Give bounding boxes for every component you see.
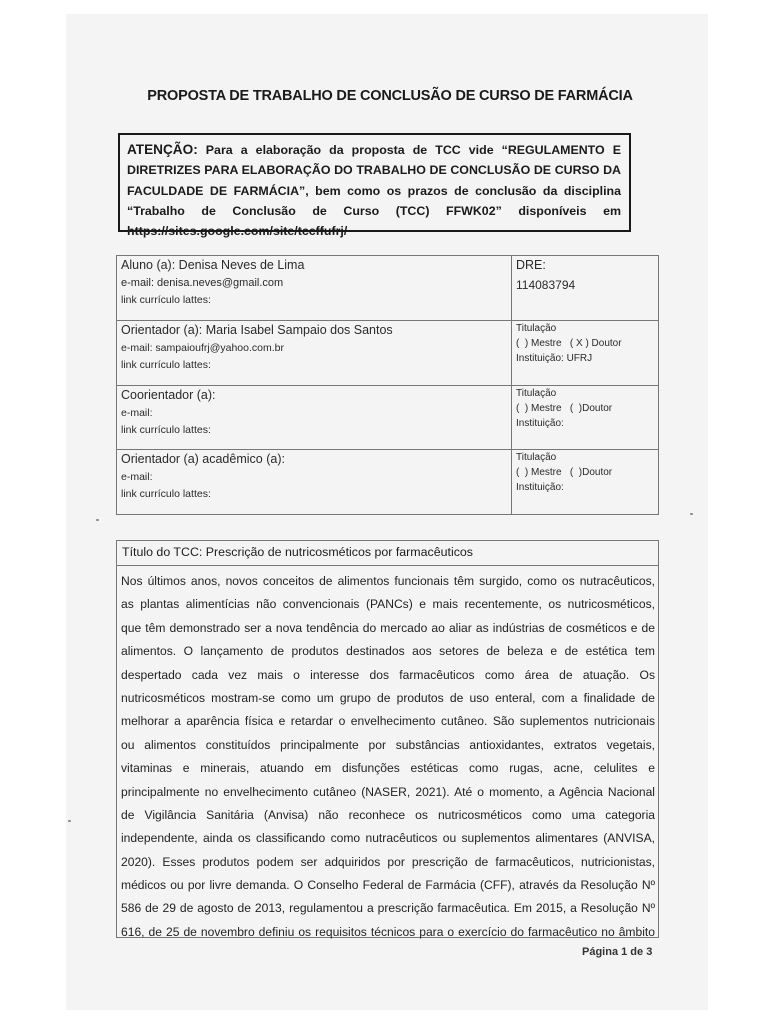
academic-advisor-email: e-mail:: [121, 471, 153, 484]
institution-label: Instituição:: [516, 417, 564, 429]
abstract-line: 586 de 29 de agosto de 2013, regulamentou a prescrição farmacêutica. Em 2015, a Resolução Nº: [121, 901, 655, 916]
warning-box: [118, 133, 631, 239]
warning-line: [127, 140, 621, 160]
tcc-title: Título do TCC: Prescrição de nutricosméticos por farmacêuticos: [117, 541, 658, 566]
document-title: PROPOSTA DE TRABALHO DE CONCLUSÃO DE CURSO DE FARMÁCIA: [147, 88, 633, 104]
abstract-line: despertado cada vez mais o interesse dos farmacêuticos como área de atuação. Os: [121, 667, 655, 682]
coadvisor-lattes: link currículo lattes:: [121, 423, 211, 436]
abstract-line: melhorar a aparência física e retardar o envelhecimento cutâneo. São suplementos nutricionais: [121, 714, 655, 729]
advisor-degree-cell: [512, 320, 659, 385]
academic-advisor-name: Orientador (a) acadêmico (a):: [121, 452, 285, 467]
warning-line: FACULDADE DE FARMÁCIA”, bem como os prazos de conclusão da disciplina: [127, 183, 621, 198]
people-table: [116, 255, 659, 515]
degree-checkboxes: ( ) Mestre ( )Doutor: [516, 402, 613, 414]
degree-checkboxes: ( ) Mestre ( X ) Doutor: [516, 337, 622, 349]
student-lattes: link currículo lattes:: [121, 294, 211, 306]
warning-line: “Trabalho de Conclusão de Curso (TCC) FFWK02” disponíveis em: [127, 203, 621, 218]
academic-advisor-row: [117, 450, 659, 515]
advisor-email: e-mail: sampaioufrj@yahoo.com.br: [121, 341, 284, 354]
academic-advisor-lattes: link currículo lattes:: [121, 488, 211, 501]
institution-label: Instituição: UFRJ: [516, 352, 593, 364]
abstract-line: que têm demonstrado ser a nova tendência do mercado ao aliar as indústrias de cosméticos e de: [121, 620, 655, 635]
coadvisor-cell: [117, 385, 512, 450]
advisor-name: Orientador (a): Maria Isabel Sampaio dos Santos: [121, 322, 393, 337]
abstract-line: principalmente no envelhecimento cutâneo (NASER, 2021). Até o momento, a Agência Nacional: [121, 784, 655, 799]
abstract-line: ou alimentos constituídos principalmente por substâncias antioxidantes, extratos vegetais,: [121, 737, 655, 752]
coadvisor-degree-cell: [512, 385, 659, 450]
abstract-line: 616, de 25 de novembro definiu os requisitos técnicos para o exercício do farmacêutico no âmbito: [121, 924, 655, 939]
titulacao-label: Titulação: [516, 452, 557, 464]
coadvisor-row: [117, 385, 659, 450]
abstract-line: alimentos. O lançamento de produtos destinados aos setores de beleza e de estética tem: [121, 644, 655, 659]
abstract-line: as plantas alimentícias não convencionais (PANCs) e mais recentemente, os nutricosméticos,: [121, 597, 655, 612]
tcc-abstract: [117, 566, 658, 944]
academic-advisor-degree-cell: [512, 450, 659, 515]
dre-label: DRE:: [516, 258, 546, 272]
scan-speck: [690, 513, 693, 515]
coadvisor-email: e-mail:: [121, 406, 153, 419]
titulacao-label: Titulação: [516, 322, 557, 334]
student-name: Aluno (a): Denisa Neves de Lima: [121, 258, 305, 272]
advisor-cell: [117, 320, 512, 385]
scan-speck: [68, 820, 71, 822]
coadvisor-name: Coorientador (a):: [121, 387, 216, 402]
abstract-line: vitaminas e minerais, atuando em disfunções estéticas como rugas, acne, celulites e: [121, 761, 655, 776]
warning-text: Para a elaboração da proposta de TCC vide “REGULAMENTO E: [197, 143, 621, 157]
student-row: [117, 256, 659, 321]
advisor-row: [117, 320, 659, 385]
dre-cell: [512, 256, 659, 321]
abstract-line: 2020). Esses produtos podem ser adquiridos por prescrição de farmacêuticos, nutricionistas,: [121, 854, 655, 869]
abstract-line: médicos ou por livre demanda. O Conselho Federal de Farmácia (CFF), através da Resolução Nº: [121, 878, 655, 893]
abstract-line: independente, ainda os classificando como nutracêuticos ou suplementos alimentares (ANVISA,: [121, 831, 655, 846]
warning-link[interactable]: https://sites.google.com/site/tccffufrj/: [127, 224, 348, 239]
academic-advisor-cell: [117, 450, 512, 515]
abstract-line: Nos últimos anos, novos conceitos de alimentos funcionais têm surgido, como os nutracêuticos,: [121, 574, 655, 588]
tcc-section: [116, 540, 659, 938]
page-number: Página 1 de 3: [582, 946, 653, 958]
abstract-line: nutricosméticos mostram-se como um grupo de produtos de uso enteral, com a finalidade de: [121, 690, 655, 705]
warning-lead: ATENÇÃO:: [127, 142, 198, 157]
abstract-line: de Vigilância Sanitária (Anvisa) não reconhece os nutricosméticos como uma categoria: [121, 807, 655, 822]
scan-speck: [96, 519, 99, 521]
student-cell: [117, 256, 512, 321]
degree-checkboxes: ( ) Mestre ( )Doutor: [516, 467, 613, 479]
institution-label: Instituição:: [516, 482, 564, 494]
warning-line: DIRETRIZES PARA ELABORAÇÃO DO TRABALHO DE CONCLUSÃO DE CURSO DA: [127, 163, 621, 178]
titulacao-label: Titulação: [516, 387, 557, 399]
dre-value: 114083794: [516, 278, 576, 292]
advisor-lattes: link currículo lattes:: [121, 358, 211, 371]
student-email: e-mail: denisa.neves@gmail.com: [121, 277, 284, 289]
